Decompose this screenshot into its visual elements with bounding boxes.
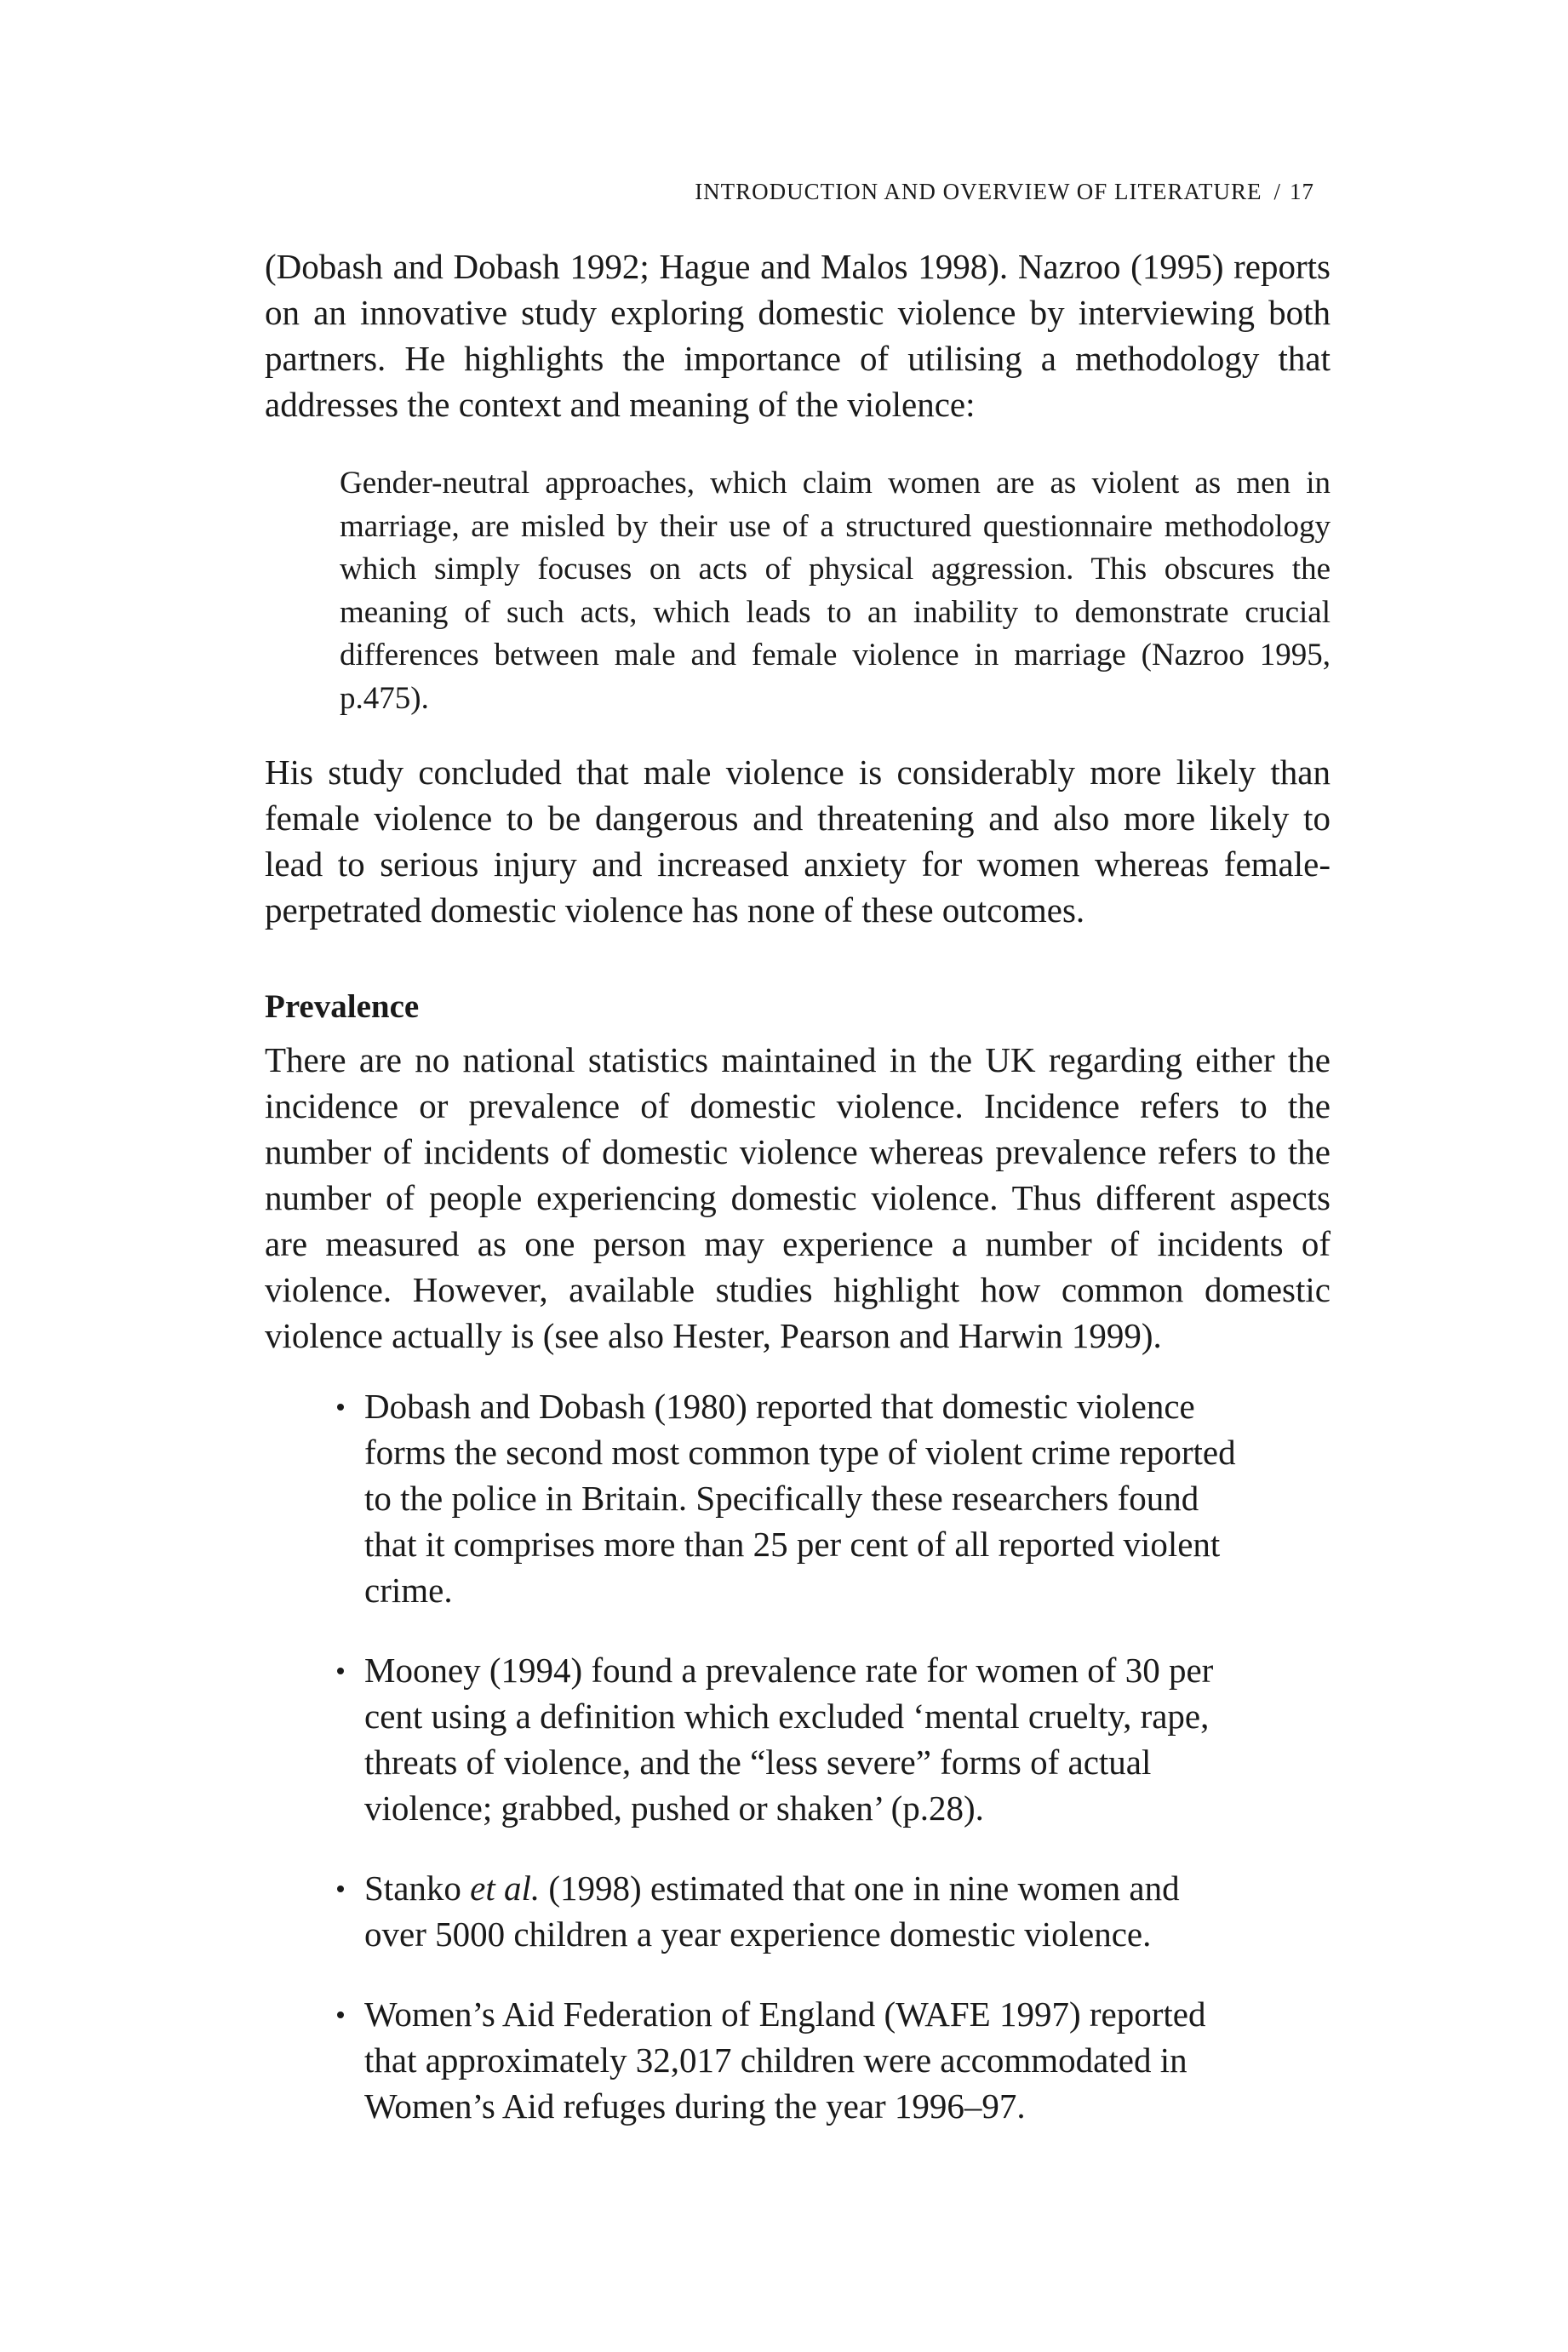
list-item-text-rest: (1998) estimated that one in nine women and over 5000 children a year experience domestic violence. bbox=[364, 1868, 1180, 1954]
list-item-text: Mooney (1994) found a prevalence rate for women of 30 per cent using a definition which excluded ‘mental cruelty, rape, threats of violence, and the “less severe” forms of actual violence; grabbed, pushed or shaken’ (p.28). bbox=[364, 1651, 1214, 1828]
list-item bbox=[265, 1383, 1250, 1613]
bullet-list bbox=[265, 1383, 1331, 2163]
page-number: 17 bbox=[1290, 179, 1314, 204]
bullet-icon bbox=[337, 1404, 344, 1411]
running-head bbox=[695, 179, 1314, 205]
paragraph-intro: (Dobash and Dobash 1992; Hague and Malos 1998). Nazroo (1995) reports on an innovative study exploring domestic violence by interviewing both partners. He highlights the importance of utilising a methodology that addresses the context and meaning of the violence: bbox=[265, 247, 1331, 424]
list-item-text: Women’s Aid Federation of England (WAFE 1997) reported that approximately 32,017 children were accommodated in Women’s Aid refuges during the year 1996–97. bbox=[364, 1994, 1206, 2126]
list-item bbox=[265, 1991, 1267, 2129]
list-item bbox=[265, 1865, 1250, 1957]
block-quote: Gender-neutral approaches, which claim women are as violent as men in marriage, are misled by their use of a structured questionnaire methodology which simply focuses on acts of physical aggression. This obscures the meaning of such acts, which leads to an inability to demonstrate crucial differences between male and female violence in marriage (Nazroo 1995, p.475). bbox=[340, 466, 1331, 716]
running-head-title: INTRODUCTION AND OVERVIEW OF LITERATURE bbox=[695, 179, 1262, 204]
list-item-text-lead: Stanko bbox=[364, 1868, 471, 1908]
section-heading: Prevalence bbox=[265, 988, 420, 1025]
paragraph-prevalence: There are no national statistics maintained in the UK regarding either the incidence or prevalence of domestic violence. Incidence refers to the number of incidents of domestic violence whereas prevalence refers to the number of people experiencing domestic violence. Thus different aspects are measured as one person may experience a number of incidents of violence. However, available studies highlight how common domestic violence actually is (see also Hester, Pearson and Harwin 1999). bbox=[265, 1040, 1331, 1355]
paragraph-conclusion: His study concluded that male violence is considerably more likely than female violence to be dangerous and threatening and also more likely to lead to serious injury and increased anxiety for women whereas female-perpetrated domestic violence has none of these outcomes. bbox=[265, 753, 1331, 930]
list-item-text: Dobash and Dobash (1980) reported that domestic violence forms the second most common type of violent crime reported to the police in Britain. Specifically these researchers found that it comprises more than 25 per cent of all reported violent crime. bbox=[364, 1387, 1236, 1610]
running-head-separator: / bbox=[1273, 179, 1281, 204]
bullet-icon bbox=[337, 1668, 344, 1674]
list-item-text-italic: et al. bbox=[470, 1868, 541, 1908]
bullet-icon bbox=[337, 1886, 344, 1892]
bullet-icon bbox=[337, 2012, 344, 2018]
list-item bbox=[265, 1647, 1267, 1831]
